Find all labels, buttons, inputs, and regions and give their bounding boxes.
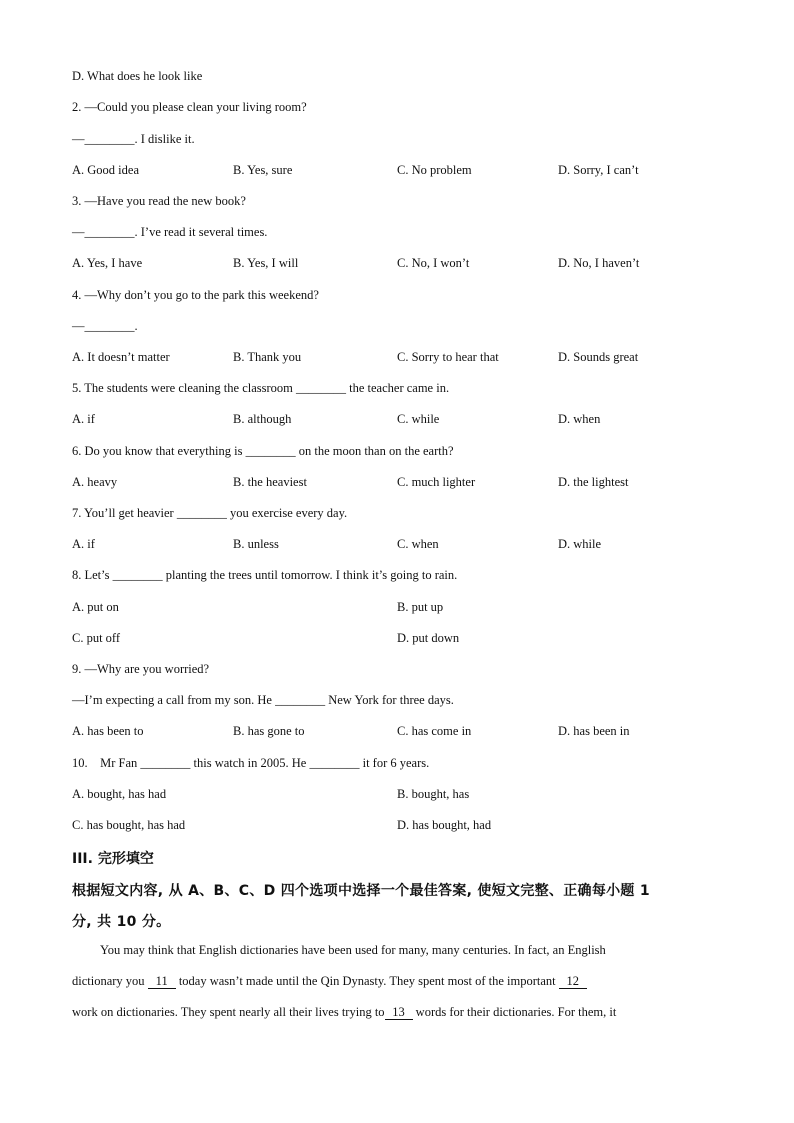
q7-stem: 7. You’ll get heavier ________ you exercise every day. [72,506,348,520]
section-title: III. 完形填空 [72,851,154,867]
q9-option-c: C. has come in [397,724,472,738]
q7-option-d: D. while [558,537,602,551]
q7-option-c: C. when [397,537,439,551]
q8-option-c: C. put off [72,631,121,645]
q5-option-b: B. although [233,412,292,426]
q4-reply: —________. [72,319,138,333]
q4-option-a: A. It doesn’t matter [72,350,170,364]
q6-option-d: D. the lightest [558,475,629,489]
blank-12: 12 [559,975,587,989]
q5-option-a: A. if [72,412,95,426]
q2-option-c: C. No problem [397,163,472,177]
q10-option-c: C. has bought, has had [72,818,186,832]
q9-stem: 9. —Why are you worried? [72,662,210,676]
q4-option-b: B. Thank you [233,350,302,364]
q9-reply: —I’m expecting a call from my son. He ________ New York for three days. [72,693,454,707]
q2-option-d: D. Sorry, I can’t [558,163,639,177]
passage-line-1: You may think that English dictionaries have been used for many, many centuries. In fact, an English [100,943,606,957]
q8-option-d: D. put down [397,631,460,645]
q9-option-b: B. has gone to [233,724,305,738]
q10-option-d: D. has bought, had [397,818,492,832]
q8-option-b: B. put up [397,600,444,614]
q8-option-a: A. put on [72,600,119,614]
blank-13: 13 [385,1006,413,1020]
q2-stem: 2. —Could you please clean your living room? [72,100,307,114]
passage-text: today wasn’t made until the Qin Dynasty. They spent most of the important [178,974,556,988]
passage-line-2 [72,975,712,989]
q2-option-a: A. Good idea [72,163,139,177]
q5-option-d: D. when [558,412,601,426]
q10-option-a: A. bought, has had [72,787,167,801]
q10-stem: 10. Mr Fan ________ this watch in 2005. He ________ it for 6 years. [72,756,430,770]
passage-text: dictionary you [72,974,145,988]
q6-option-a: A. heavy [72,475,118,489]
q4-stem: 4. —Why don’t you go to the park this weekend? [72,288,319,302]
q5-option-c: C. while [397,412,440,426]
q2-reply: —________. I dislike it. [72,132,195,146]
q4-option-c: C. Sorry to hear that [397,350,499,364]
q1-option-d: D. What does he look like [72,69,203,83]
q8-stem: 8. Let’s ________ planting the trees until tomorrow. I think it’s going to rain. [72,568,458,582]
q5-stem: 5. The students were cleaning the classroom ________ the teacher came in. [72,381,450,395]
blank-11: 11 [148,975,176,989]
passage-line-3 [72,1006,712,1020]
q7-option-a: A. if [72,537,95,551]
q2-option-b: B. Yes, sure [233,163,293,177]
q4-option-d: D. Sounds great [558,350,639,364]
q3-option-b: B. Yes, I will [233,256,299,270]
q6-stem: 6. Do you know that everything is ________ on the moon than on the earth? [72,444,454,458]
q9-option-d: D. has been in [558,724,630,738]
q3-option-d: D. No, I haven’t [558,256,640,270]
passage-text: words for their dictionaries. For them, it [415,1005,617,1019]
q6-option-b: B. the heaviest [233,475,307,489]
q7-option-b: B. unless [233,537,279,551]
q6-option-c: C. much lighter [397,475,476,489]
q10-option-b: B. bought, has [397,787,470,801]
q3-stem: 3. —Have you read the new book? [72,194,246,208]
section-instruction-line1: 根据短文内容, 从 A、B、C、D 四个选项中选择一个最佳答案, 使短文完整、正确每小题 1 [72,883,650,899]
q3-option-c: C. No, I won’t [397,256,470,270]
q3-option-a: A. Yes, I have [72,256,143,270]
section-instruction-line2: 分, 共 10 分。 [72,914,171,930]
q3-reply: —________. I’ve read it several times. [72,225,268,239]
passage-text: work on dictionaries. They spent nearly all their lives trying to [72,1005,385,1019]
q9-option-a: A. has been to [72,724,144,738]
